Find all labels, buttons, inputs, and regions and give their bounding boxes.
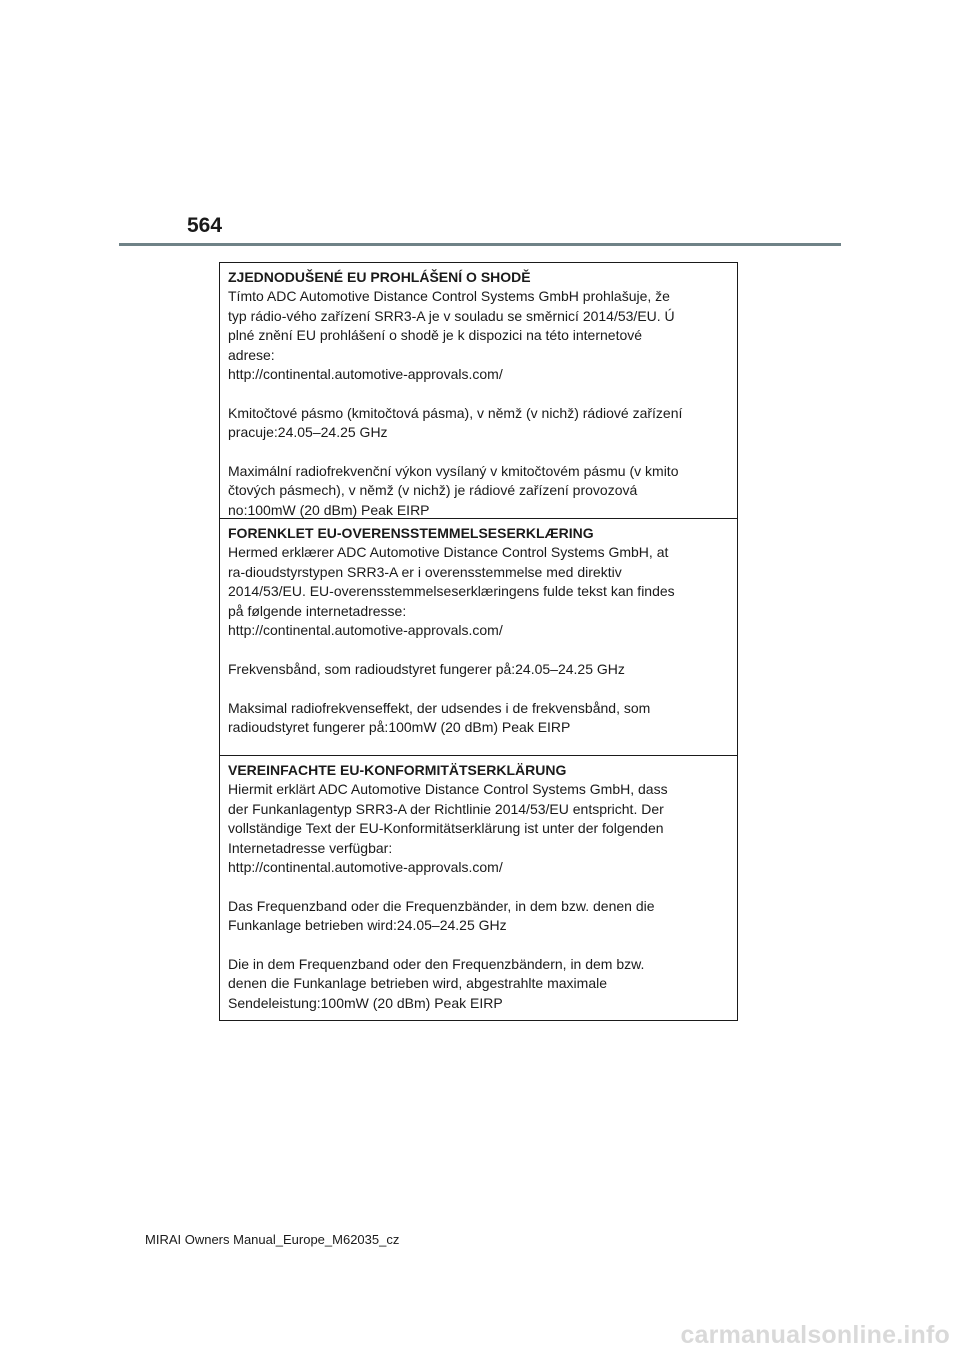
- url-line: http://continental.automotive-approvals.com/: [228, 859, 503, 876]
- url-line: http://continental.automotive-approvals.com/: [228, 622, 503, 639]
- page-number: 564: [187, 214, 223, 237]
- text-line: Hiermit erklärt ADC Automotive Distance Control Systems GmbH, dass: [228, 781, 668, 798]
- declaration-box: [219, 262, 738, 1021]
- text-line: Die in dem Frequenzband oder den Frequenzbändern, in dem bzw.: [228, 956, 645, 973]
- section-title: VEREINFACHTE EU-KONFORMITÄTSERKLÄRUNG: [228, 762, 567, 778]
- text-line: Tímto ADC Automotive Distance Control Systems GmbH prohlašuje, že: [228, 288, 670, 305]
- text-line: čtových pásmech), v němž (v nichž) je rádiové zařízení provozová: [228, 482, 638, 499]
- text-line: Kmitočtové pásmo (kmitočtová pásma), v němž (v nichž) rádiové zařízení: [228, 404, 683, 421]
- url-line: http://continental.automotive-approvals.com/: [228, 366, 503, 383]
- declaration-section-dk: [220, 519, 737, 756]
- text-line: 2014/53/EU. EU-overensstemmelseserklæringens fulde tekst kan findes: [228, 583, 675, 600]
- text-line: Internetadresse verfügbar:: [228, 839, 393, 856]
- text-line: Das Frequenzband oder die Frequenzbänder, in dem bzw. denen die: [228, 897, 655, 914]
- header-rule: [119, 243, 841, 246]
- section-title: ZJEDNODUŠENÉ EU PROHLÁŠENÍ O SHODĚ: [228, 269, 531, 285]
- text-line: Hermed erklærer ADC Automotive Distance Control Systems GmbH, at: [228, 544, 669, 561]
- text-line: pracuje:24.05–24.25 GHz: [228, 424, 388, 441]
- text-line: adrese:: [228, 346, 275, 363]
- text-line: plné znění EU prohlášení o shodě je k dispozici na této internetové: [228, 327, 643, 344]
- watermark: carmanualsonline.info: [680, 1321, 950, 1349]
- text-line: denen die Funkanlage betrieben wird, abgestrahlte maximale: [228, 975, 608, 992]
- text-line: på følgende internetadresse:: [228, 602, 407, 619]
- text-line: Frekvensbånd, som radioudstyret fungerer på:24.05–24.25 GHz: [228, 660, 625, 677]
- text-line: vollständige Text der EU-Konformitätserklärung ist unter der folgenden: [228, 820, 664, 837]
- text-line: Sendeleistung:100mW (20 dBm) Peak EIRP: [228, 994, 503, 1011]
- footer-text: MIRAI Owners Manual_Europe_M62035_cz: [145, 1232, 400, 1247]
- declaration-section-cz: [220, 263, 737, 519]
- text-line: Maksimal radiofrekvenseffekt, der udsendes i de frekvensbånd, som: [228, 699, 651, 716]
- text-line: no:100mW (20 dBm) Peak EIRP: [228, 501, 430, 518]
- text-line: der Funkanlagentyp SRR3-A der Richtlinie 2014/53/EU entspricht. Der: [228, 800, 664, 817]
- section-title: FORENKLET EU-OVERENSSTEMMELSESERKLÆRING: [228, 525, 594, 541]
- text-line: radioudstyret fungerer på:100mW (20 dBm) Peak EIRP: [228, 719, 571, 736]
- text-line: Maximální radiofrekvenční výkon vysílaný v kmitočtovém pásmu (v kmito: [228, 463, 679, 480]
- text-line: ra-dioudstyrstypen SRR3-A er i overensstemmelse med direktiv: [228, 563, 622, 580]
- text-line: typ rádio-vého zařízení SRR3-A je v souladu se směrnicí 2014/53/EU. Ú: [228, 307, 675, 324]
- declaration-section-de: [220, 756, 737, 1020]
- text-line: Funkanlage betrieben wird:24.05–24.25 GHz: [228, 917, 507, 934]
